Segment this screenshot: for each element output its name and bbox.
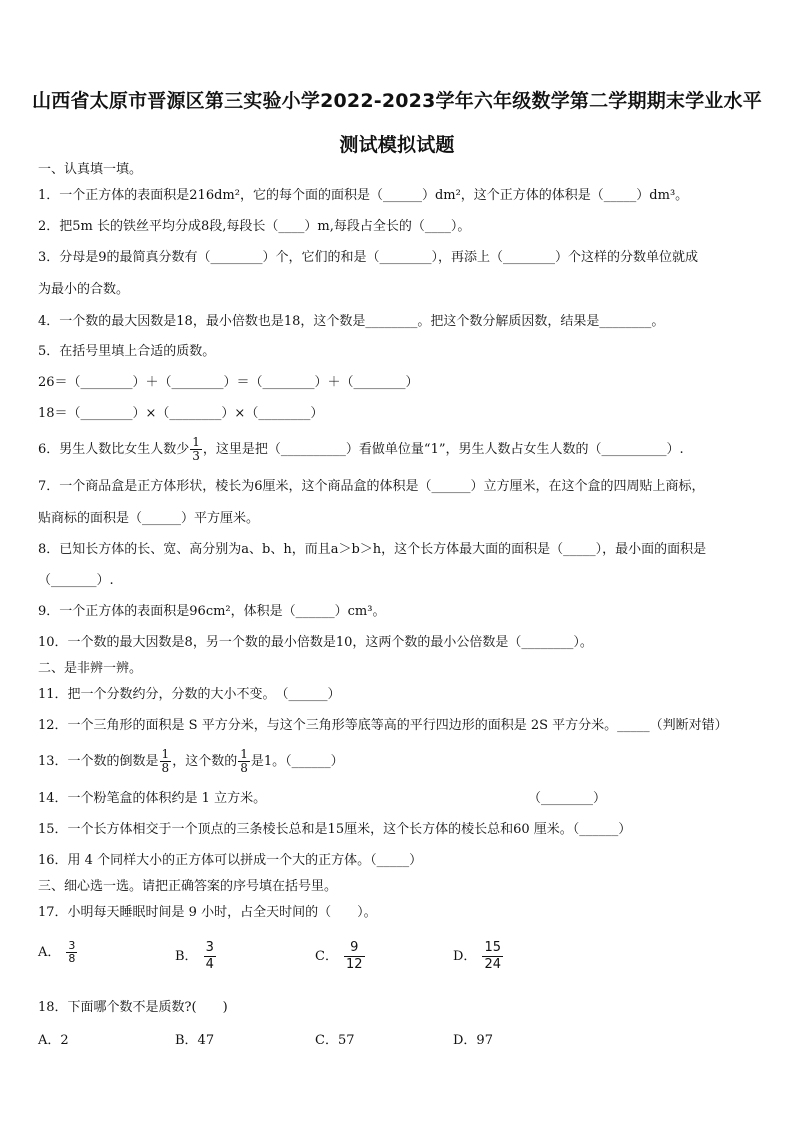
question-8-line1: 8．已知长方体的长、宽、高分别为a、b、h，而且a＞b＞h，这个长方体最大面的面积是（_____），最小面的面积是 [38,542,707,557]
section-heading-fill: 一、认真填一填。 [38,162,143,177]
q17-option-b [175,940,216,973]
q17-option-d [453,940,503,973]
fraction-numerator: 15 [484,940,501,955]
fraction-one-eighth [160,748,172,775]
question-3-line1: 3．分母是9的最简真分数有（________）个，它们的和是（________），再添上（________）个这样的分数单位就成 [38,250,699,265]
q18-option-d: D．97 [453,1033,493,1048]
question-2: 2．把5m 长的铁丝平均分成8段,每段长（____）m,每段占全长的（____）。 [38,219,471,234]
question-11: 11．把一个分数约分，分数的大小不变。 （______） [38,687,341,702]
fraction-numerator: 1 [192,435,200,449]
fraction-numerator: 3 [205,940,214,955]
question-16: 16．用 4 个同样大小的正方体可以拼成一个大的正方体。（_____） [38,853,423,868]
question-6-text-post: ，这里是把（__________）看做单位量“1”，男生人数占女生人数的（__________）. [202,442,684,457]
fraction-numerator: 3 [68,939,76,952]
question-10: 10．一个数的最大因数是8，另一个数的最小倍数是10，这两个数的最小公倍数是（________）。 [38,635,593,650]
question-5-equation-a: 26＝（________）＋（________）＝（________）＋（________） [38,375,419,390]
fraction-one-third [190,436,202,463]
question-15: 15．一个长方体相交于一个顶点的三条棱长总和是15厘米，这个长方体的棱长总和60 厘米。（______） [38,822,632,837]
fraction-denominator: 12 [345,957,363,972]
fraction-denominator: 3 [192,449,200,463]
fraction-numerator: 9 [344,940,365,957]
question-13-text-pre: 13．一个数的倒数是 [38,754,159,769]
question-5: 5．在括号里填上合适的质数。 [38,344,216,359]
question-7-line2: 贴商标的面积是（______）平方厘米。 [38,511,260,526]
section-heading-judge: 二、是非辨一辨。 [38,661,143,676]
option-label: C． [315,949,338,964]
option-label: D． [453,949,477,964]
option-fraction [66,940,77,965]
q17-option-a [38,940,77,965]
option-label: B． [175,949,198,964]
option-fraction [482,940,503,973]
question-8-line2: （_______）. [38,573,114,588]
question-3-line2: 为最小的合数。 [38,282,130,297]
question-9: 9．一个正方体的表面积是96cm²，体积是（______）cm³。 [38,604,386,619]
fraction-one-eighth [238,748,250,775]
question-14 [38,789,768,809]
option-label: A． [38,945,61,960]
question-7-line1: 7．一个商品盒是正方体形状，棱长为6厘米，这个商品盒的体积是（______）立方厘米，在这个盒的四周贴上商标， [38,479,705,494]
question-13-text-mid: ，这个数的 [172,754,238,769]
question-18: 18．下面哪个数不是质数?( ) [38,1000,228,1015]
question-14-blank: （________） [528,791,607,806]
exam-title-line2: 测试模拟试题 [339,134,455,156]
question-13 [38,744,768,780]
fraction-denominator: 24 [484,957,501,972]
q18-option-c: C．57 [315,1033,355,1048]
question-6 [38,432,768,468]
question-13-text-post: 是1。（______） [250,754,344,769]
q18-option-b: B．47 [175,1033,215,1048]
fraction-denominator: 8 [161,761,170,775]
option-fraction [344,940,365,973]
q17-option-c [315,940,365,973]
option-fraction [204,940,216,973]
fraction-denominator: 8 [68,952,76,965]
fraction-numerator: 1 [240,747,248,761]
question-1: 1．一个正方体的表面积是216dm²，它的每个面的面积是（______）dm²，这个正方体的体积是（_____）dm³。 [38,188,689,203]
fraction-denominator: 4 [205,957,214,972]
question-12: 12．一个三角形的面积是 S 平方分米，与这个三角形等底等高的平行四边形的面积是 2S 平方分米。_____（判断对错） [38,718,728,733]
section-heading-choose: 三、细心选一选。请把正确答案的序号填在括号里。 [38,879,338,894]
question-6-text-pre: 6．男生人数比女生人数少 [38,442,190,457]
exam-title-line1: 山西省太原市晋源区第三实验小学2022-2023学年六年级数学第二学期期末学业水平 [32,90,762,112]
question-4: 4．一个数的最大因数是18，最小倍数也是18，这个数是________。把这个数分解质因数，结果是________。 [38,314,665,329]
fraction-numerator: 1 [161,747,170,761]
fraction-denominator: 8 [240,761,248,775]
q18-option-a: A．2 [38,1033,69,1048]
question-17: 17．小明每天睡眠时间是 9 小时，占全天时间的（ ）。 [38,905,377,920]
question-14-text: 14．一个粉笔盒的体积约是 1 立方米。 [38,791,267,806]
question-5-equation-b: 18＝（________）×（________）×（________） [38,406,324,421]
